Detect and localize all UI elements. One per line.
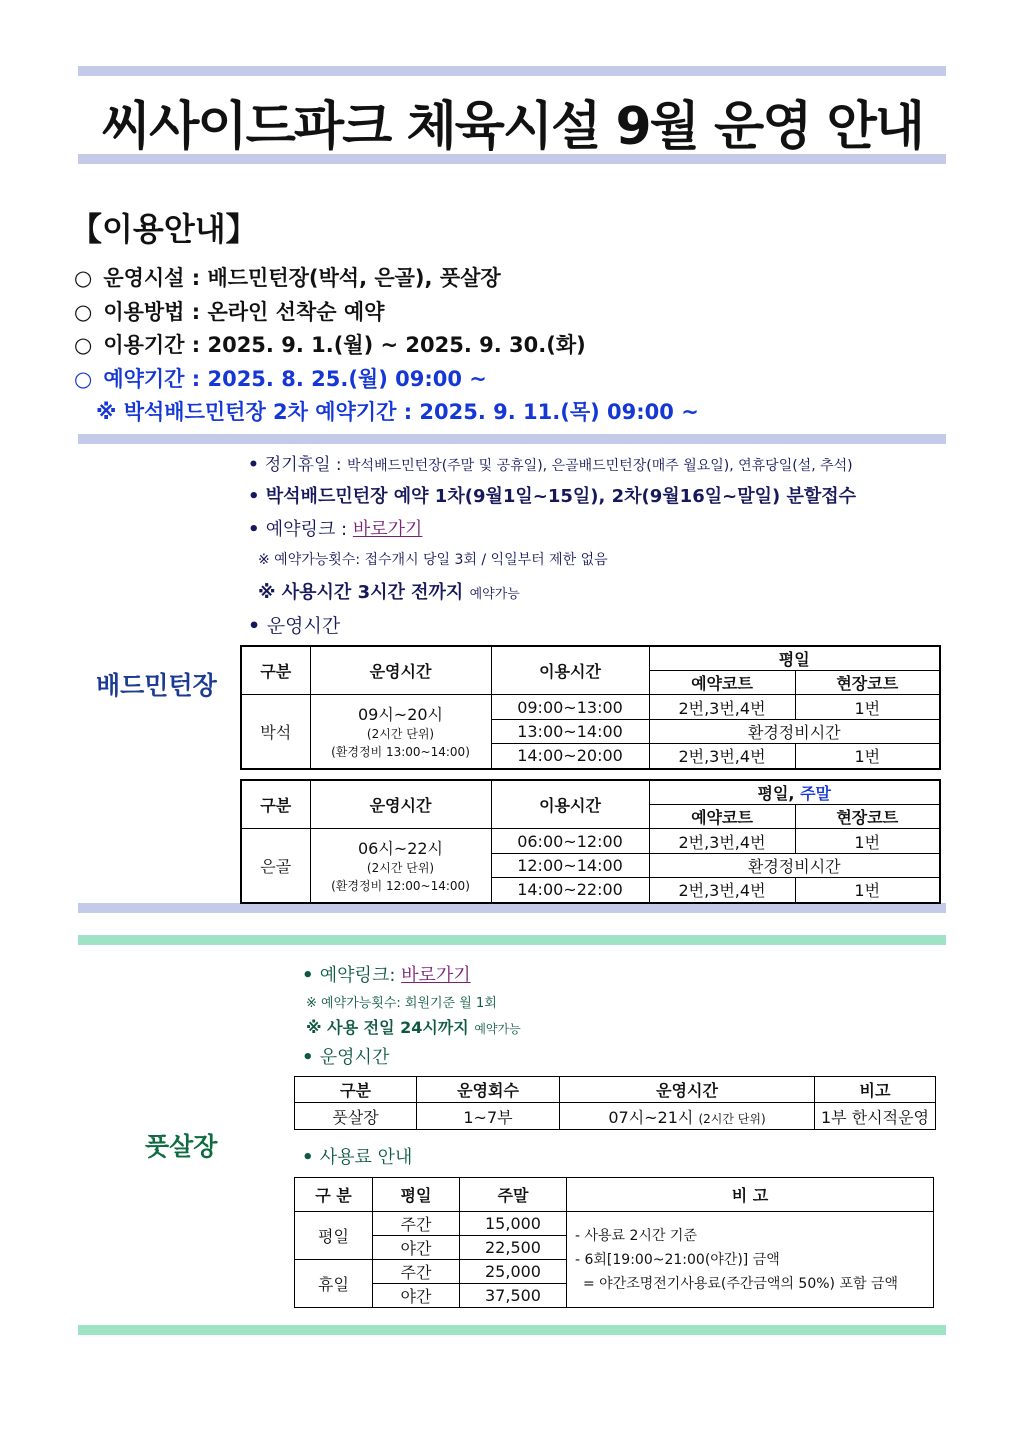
header-weekday-weekend xyxy=(649,780,940,805)
info-line-text: 운영시설 : 배드민턴장(박석, 은골), 풋살장 xyxy=(103,266,501,290)
futsal-link-line xyxy=(302,961,471,987)
operating-hours-cell xyxy=(560,1103,815,1130)
info-line-method xyxy=(74,296,384,326)
title-top-bar xyxy=(78,66,946,76)
circle-bullet-icon: ○ xyxy=(74,367,93,391)
fee-group-name: 평일 xyxy=(295,1212,373,1260)
table-row xyxy=(241,695,940,720)
header-sessions: 운영회수 xyxy=(417,1077,560,1103)
onsite-courts: 1번 xyxy=(795,878,940,903)
usage-time: 14:00~20:00 xyxy=(491,744,649,769)
hours-maintenance: (환경정비 13:00~14:00) xyxy=(331,744,470,759)
operating-hours-cell xyxy=(310,695,491,769)
fee-period: 주간 xyxy=(373,1260,460,1284)
note-small: 예약가능 xyxy=(474,1022,521,1036)
fee-price: 25,000 xyxy=(460,1260,567,1284)
badminton-note-limit: ※ 예약가능횟수: 접수개시 당일 3회 / 익일부터 제한 없음 xyxy=(258,552,608,568)
hours-unit: (2시간 단위) xyxy=(366,726,435,741)
note-main: ※ 사용 전일 24시까지 xyxy=(306,1018,469,1037)
fee-remark-line: = 야간조명전기사용료(주간금액의 50%) 포함 금액 xyxy=(583,1275,899,1292)
badminton-hours-label: • 운영시간 xyxy=(248,611,340,638)
reserved-courts: 2번,3번,4번 xyxy=(649,829,795,854)
reserved-courts: 2번,3번,4번 xyxy=(649,744,795,769)
badminton-bottom-bar xyxy=(78,903,946,913)
badminton-table-baksuk xyxy=(240,645,941,770)
fee-remarks xyxy=(567,1212,934,1308)
header-operating-hours: 운영시간 xyxy=(310,780,491,829)
info-line-period xyxy=(74,329,586,359)
header-remark: 비고 xyxy=(815,1077,936,1103)
futsal-top-bar xyxy=(78,935,946,945)
link-label: 예약링크: xyxy=(319,965,396,986)
circle-bullet-icon: ○ xyxy=(74,266,93,290)
futsal-bottom-bar xyxy=(78,1325,946,1335)
table-row xyxy=(295,1212,934,1236)
header-weekday: 평일 xyxy=(649,646,940,671)
table-row xyxy=(295,1103,936,1130)
hours-unit: (2시간 단위) xyxy=(366,860,435,875)
badminton-label: 배드민턴장 xyxy=(96,671,217,700)
info-line-facilities xyxy=(74,262,501,292)
operating-hours-cell xyxy=(310,829,491,903)
futsal-note-deadline xyxy=(306,1015,521,1038)
badminton-note-deadline xyxy=(258,578,520,604)
page-title: 씨사이드파크 체육시설 9월 운영 안내 xyxy=(100,97,924,157)
header-category: 구 분 xyxy=(295,1178,373,1212)
info-line-text: 예약기간 : 2025. 8. 25.(월) 09:00 ~ xyxy=(103,367,487,391)
header-operating-hours: 운영시간 xyxy=(310,646,491,695)
futsal-hours-label: • 운영시간 xyxy=(302,1043,389,1069)
session-count: 1~7부 xyxy=(417,1103,560,1130)
badminton-reservation-split: • 박석배드민턴장 예약 1차(9월1일~15일), 2차(9월16일~말일) 분할접수 xyxy=(248,482,856,508)
futsal-label: 풋살장 xyxy=(145,1132,218,1161)
usage-time: 09:00~13:00 xyxy=(491,695,649,720)
futsal-note-limit: ※ 예약가능횟수: 회원기준 월 1회 xyxy=(306,996,497,1011)
header-category: 구분 xyxy=(241,646,310,695)
table-row xyxy=(241,829,940,854)
header-category: 구분 xyxy=(241,780,310,829)
usage-time: 13:00~14:00 xyxy=(491,720,649,744)
futsal-hours-table xyxy=(294,1076,936,1130)
fee-group-name: 휴일 xyxy=(295,1260,373,1308)
futsal-fee-table xyxy=(294,1177,934,1308)
badminton-closed-days xyxy=(248,450,853,475)
header-weekday: 평일, xyxy=(757,784,795,803)
fee-period: 야간 xyxy=(373,1236,460,1260)
onsite-courts: 1번 xyxy=(795,829,940,854)
fee-price: 37,500 xyxy=(460,1284,567,1308)
note-small: 예약가능 xyxy=(469,587,520,602)
info-note-second-round: ※ 박석배드민턴장 2차 예약기간 : 2025. 9. 11.(목) 09:00 ~ xyxy=(96,400,699,424)
fee-period: 야간 xyxy=(373,1284,460,1308)
circle-bullet-icon: ○ xyxy=(74,333,93,357)
reserved-courts: 2번,3번,4번 xyxy=(649,878,795,903)
note-main: ※ 사용시간 3시간 전까지 xyxy=(258,582,464,603)
facility-name: 은골 xyxy=(241,829,310,903)
fee-price: 15,000 xyxy=(460,1212,567,1236)
header-weekend: 주말 xyxy=(800,784,831,803)
fee-price: 22,500 xyxy=(460,1236,567,1260)
badminton-link-line xyxy=(248,515,422,541)
remark: 1부 한시적운영 xyxy=(815,1103,936,1130)
header-reserved-court: 예약코트 xyxy=(649,671,795,695)
hours-main: 07시~21시 xyxy=(608,1107,694,1127)
link-label: 예약링크 : xyxy=(265,519,348,540)
header-usage-time: 이용시간 xyxy=(491,646,649,695)
badminton-reservation-link[interactable]: 바로가기 xyxy=(352,519,423,540)
facility-type: 풋살장 xyxy=(295,1103,417,1130)
facility-name: 박석 xyxy=(241,695,310,769)
futsal-reservation-link[interactable]: 바로가기 xyxy=(401,965,471,986)
fee-remark-line: - 사용료 2시간 기준 xyxy=(575,1227,697,1244)
header-reserved-court: 예약코트 xyxy=(649,805,795,829)
info-line-text: 이용기간 : 2025. 9. 1.(월) ~ 2025. 9. 30.(화) xyxy=(103,333,586,357)
header-operating-hours: 운영시간 xyxy=(560,1077,815,1103)
badminton-top-bar xyxy=(78,434,946,444)
header-category: 구분 xyxy=(295,1077,417,1103)
hours-main: 06시~22시 xyxy=(357,838,444,858)
usage-time: 12:00~14:00 xyxy=(491,854,649,878)
hours-maintenance: (환경정비 12:00~14:00) xyxy=(331,878,470,893)
fee-period: 주간 xyxy=(373,1212,460,1236)
closed-text: 박석배드민턴장(주말 및 공휴일), 은골배드민턴장(매주 월요일), 연휴당일(설, 추석) xyxy=(347,458,853,474)
hours-main: 09시~20시 xyxy=(357,704,444,724)
header-onsite-court: 현장코트 xyxy=(795,805,940,829)
maintenance-time: 환경정비시간 xyxy=(649,720,940,744)
usage-time: 14:00~22:00 xyxy=(491,878,649,903)
info-line-text: 이용방법 : 온라인 선착순 예약 xyxy=(103,300,385,324)
header-remark: 비 고 xyxy=(567,1178,934,1212)
maintenance-time: 환경정비시간 xyxy=(649,854,940,878)
closed-label: 정기휴일 : xyxy=(264,455,342,475)
circle-bullet-icon: ○ xyxy=(74,300,93,324)
header-usage-time: 이용시간 xyxy=(491,780,649,829)
hours-unit: (2시간 단위) xyxy=(698,1111,766,1126)
badminton-table-eungol xyxy=(240,779,941,904)
info-line-reservation xyxy=(74,363,487,393)
info-heading: 【이용안내】 xyxy=(70,210,258,248)
header-onsite-court: 현장코트 xyxy=(795,671,940,695)
futsal-fee-label: • 사용료 안내 xyxy=(302,1143,412,1169)
onsite-courts: 1번 xyxy=(795,695,940,720)
fee-remark-line: - 6회[19:00~21:00(야간)] 금액 xyxy=(575,1251,780,1268)
header-weekday: 평일 xyxy=(373,1178,460,1212)
header-weekend: 주말 xyxy=(460,1178,567,1212)
onsite-courts: 1번 xyxy=(795,744,940,769)
usage-time: 06:00~12:00 xyxy=(491,829,649,854)
reserved-courts: 2번,3번,4번 xyxy=(649,695,795,720)
